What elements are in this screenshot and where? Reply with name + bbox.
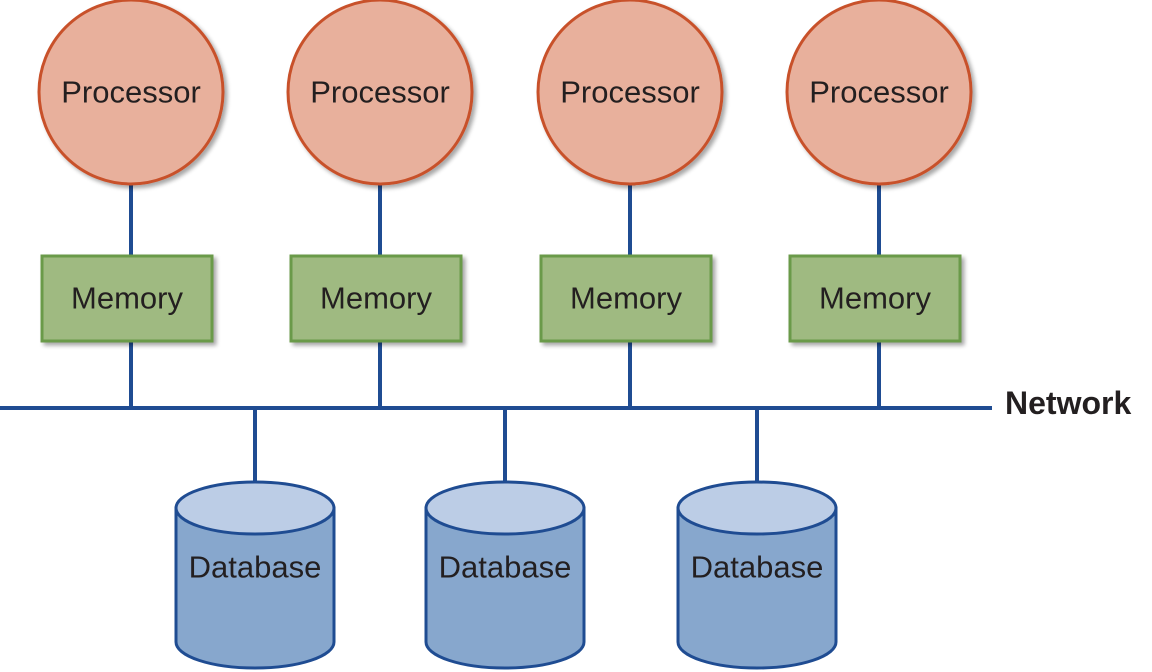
processor-label: Processor: [560, 74, 700, 110]
processor-label: Processor: [61, 74, 201, 110]
memory-label: Memory: [570, 280, 682, 316]
database-node-3: [678, 482, 836, 668]
memory-label: Memory: [320, 280, 432, 316]
database-cylinder-top: [176, 482, 334, 534]
memory-node-2: [291, 256, 461, 341]
processor-node-3: [538, 0, 722, 184]
network-label: Network: [1005, 385, 1132, 421]
database-node-2: [426, 482, 584, 668]
memory-node-3: [541, 256, 711, 341]
database-label: Database: [188, 549, 322, 585]
database-label: Database: [690, 549, 824, 585]
database-cylinder-top: [426, 482, 584, 534]
database-cylinder-top: [678, 482, 836, 534]
database-label: Database: [438, 549, 572, 585]
connectors: [131, 184, 879, 482]
processor-node-4: [787, 0, 971, 184]
memory-label: Memory: [71, 280, 183, 316]
memory-node-4: [790, 256, 960, 341]
memory-node-1: [42, 256, 212, 341]
memory-label: Memory: [819, 280, 931, 316]
processor-label: Processor: [310, 74, 450, 110]
processor-node-1: [39, 0, 223, 184]
database-node-1: [176, 482, 334, 668]
processor-node-2: [288, 0, 472, 184]
processor-label: Processor: [809, 74, 949, 110]
